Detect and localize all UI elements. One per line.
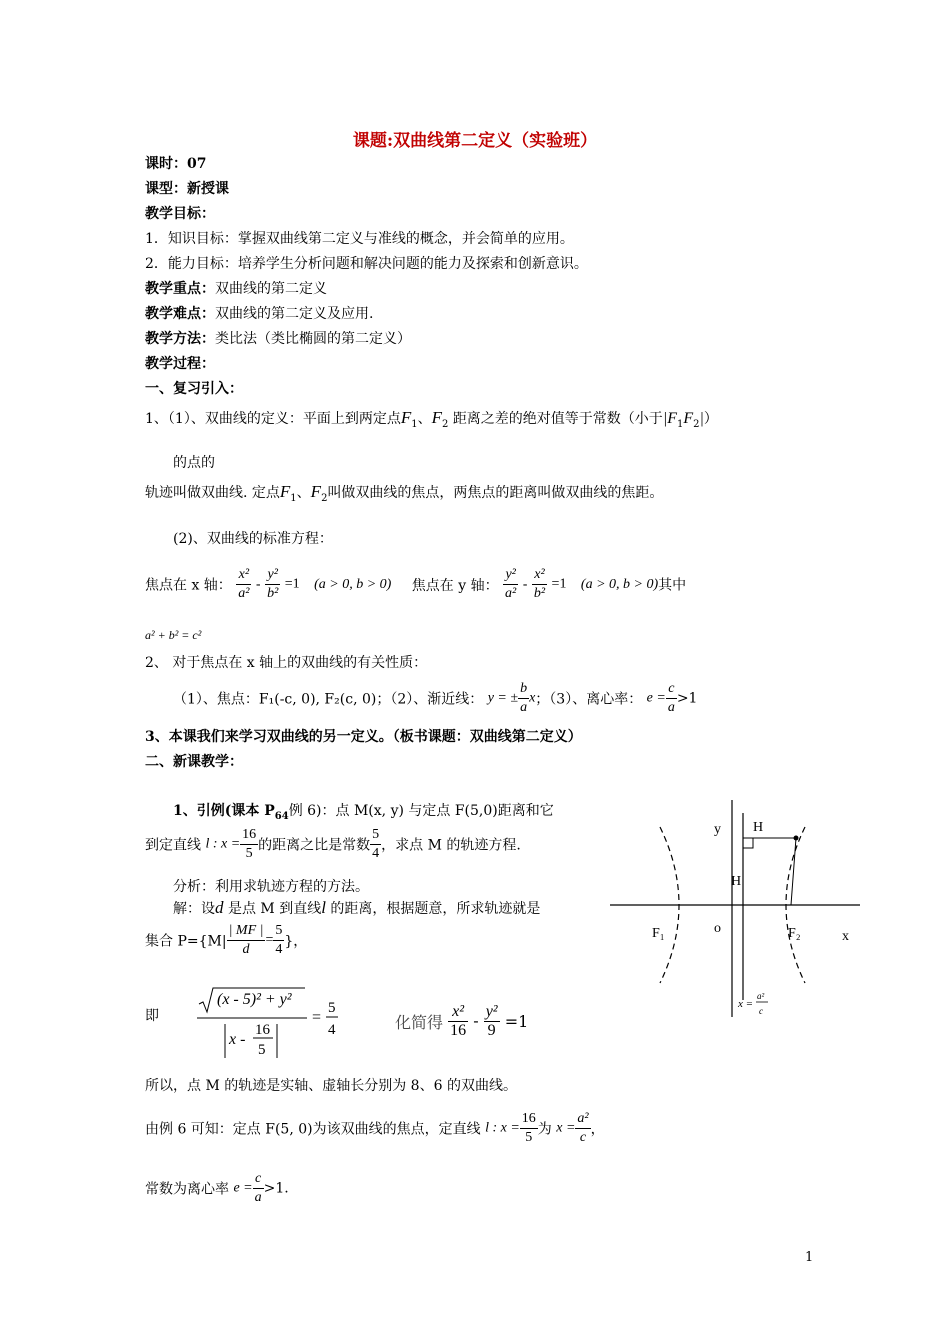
key-text: 双曲线的第二定义 bbox=[215, 281, 327, 297]
difficult-point bbox=[145, 303, 373, 323]
point-m bbox=[794, 836, 799, 841]
frac-b-a: $\frac{b}{a}$ bbox=[520, 681, 528, 715]
frac-5-4: $\frac{5}{4}$ bbox=[372, 827, 380, 861]
prop-text-b: ；（3）、离心率： bbox=[535, 691, 643, 708]
ex-sub: 64 bbox=[274, 810, 289, 822]
method bbox=[145, 328, 411, 348]
set-a: 集合 P={M| bbox=[145, 933, 227, 950]
focus-x-label: 焦点在 x 轴： bbox=[145, 577, 232, 594]
label-f2: F₂ bbox=[788, 926, 801, 941]
property-heading: 2、 对于焦点在 x 轴上的双曲线的有关性质： bbox=[145, 655, 428, 671]
right-angle-mark bbox=[743, 838, 753, 848]
svg-text:4: 4 bbox=[328, 1022, 336, 1038]
prop-text-c: >1 bbox=[676, 690, 698, 707]
page-number: 1 bbox=[805, 1250, 814, 1265]
frac-16-5b: $\frac{16}{5}$ bbox=[521, 1111, 536, 1145]
by-b: 为 bbox=[537, 1121, 552, 1138]
frac-y2-a2: $\frac{\text{y²}}{\text{a²}}$ bbox=[505, 567, 517, 601]
frac-mf-d: $\frac{| MF |}{d}$ bbox=[228, 923, 264, 957]
frac-16-5: $\frac{16}{5}$ bbox=[242, 827, 257, 861]
def-text-c: ） bbox=[703, 411, 718, 427]
svg-text:5: 5 bbox=[328, 1000, 336, 1016]
difficult-label: 教学难点： bbox=[145, 306, 215, 322]
svg-text:5: 5 bbox=[258, 1042, 266, 1058]
directrix-line: 到定直线 l : x = $\frac{16}{5}$ 的距离之比是常数 $\frac{5}{4}$ ，求点 M 的轨迹方程. bbox=[145, 827, 521, 861]
sol-c: 的距离，根据题意，所求轨迹就是 bbox=[330, 901, 541, 917]
period: 课时：07 bbox=[145, 156, 207, 172]
ex-a: 1、引例(课本 P bbox=[173, 803, 275, 819]
frac-x2-a2: $\frac{\text{x²}}{\text{a²}}$ bbox=[238, 567, 250, 601]
focus-text-b: 叫做双曲线的焦点，两焦点的距离叫做双曲线的焦距。 bbox=[327, 485, 664, 501]
label-x: x bbox=[842, 929, 849, 944]
frac-c-a-b: $\frac{c}{a}$ bbox=[254, 1171, 262, 1205]
hyperbola-figure bbox=[610, 795, 870, 1025]
among-text: 其中 bbox=[658, 577, 687, 594]
focus-y-label: 焦点在 y 轴： bbox=[411, 577, 499, 594]
relation: a² + b² = c² bbox=[145, 628, 202, 642]
label-directrix: x = bbox=[738, 998, 754, 1010]
frac-x2-16: $\frac{\text{x²}}{16}$ bbox=[450, 1003, 467, 1039]
simplified: 化简得 $\frac{\text{x²}}{16}$ - $\frac{\text{y²}}{9}$ =1 bbox=[395, 1003, 529, 1039]
frac-x2-b2: $\frac{\text{x²}}{\text{b²}}$ bbox=[533, 567, 546, 601]
frac-y2-9: $\frac{\text{y²}}{9}$ bbox=[485, 1003, 498, 1039]
by-a: 由例 6 可知：定点 F(5, 0)为该双曲线的焦点，定直线 bbox=[145, 1121, 481, 1138]
const-a: 常数为离心率 bbox=[145, 1181, 229, 1198]
properties-line: （1）、焦点：F₁(-c, 0), F₂(c, 0)；（2）、渐近线： y = ± $\frac{b}{a}$ x；（3）、离心率： e = $\frac{c}{a}$ >1 bbox=[173, 681, 698, 715]
def-cont: 的点的 bbox=[173, 455, 215, 471]
solution-line: 解：设d 是点 M 到直线l 的距离，根据题意，所求轨迹就是 bbox=[173, 898, 541, 917]
simplify-label: 化简得 bbox=[395, 1013, 444, 1032]
line2a: 到定直线 bbox=[145, 837, 201, 854]
sol-a: 解：设 bbox=[173, 901, 215, 917]
frac-5-4b: $\frac{5}{4}$ bbox=[275, 923, 283, 957]
goal-1: 1．知识目标：掌握双曲线第二定义与准线的概念，并会简单的应用。 bbox=[145, 231, 574, 247]
label-y: y bbox=[714, 822, 721, 837]
lesson-type: 课型：新授课 bbox=[145, 181, 229, 197]
svg-text:=: = bbox=[312, 1009, 322, 1026]
by-example-line: 由例 6 可知：定点 F(5, 0)为该双曲线的焦点，定直线 l : x = $\frac{16}{5}$ 为 x = $\frac{\text{a²}}{c}$ ， bbox=[145, 1111, 605, 1145]
new-heading: 二、新课教学： bbox=[145, 754, 243, 770]
svg-text:16: 16 bbox=[255, 1022, 270, 1038]
standard-eq-heading: (2)、双曲线的标准方程： bbox=[173, 531, 333, 547]
ex-b: 例 6)：点 M(x, y) 与定点 F(5,0)距离和它 bbox=[288, 803, 554, 819]
method-label: 教学方法： bbox=[145, 331, 215, 347]
frac-y2-b2: $\frac{\text{y²}}{\text{b²}}$ bbox=[267, 567, 279, 601]
by-c: ， bbox=[590, 1121, 605, 1138]
key-point bbox=[145, 278, 327, 298]
difficult-text: 双曲线的第二定义及应用. bbox=[215, 306, 374, 322]
page-title: 课题:双曲线第二定义（实验班） bbox=[352, 131, 598, 151]
ji-label: 即 bbox=[145, 1008, 159, 1024]
label-o: o bbox=[714, 921, 721, 936]
def-text-b: 距离之差的绝对值等于常数（小于 bbox=[452, 411, 663, 427]
definition-line: 1、（1）、双曲线的定义：平面上到两定点$F_1$、$F_2$ 距离之差的绝对值等于常数（小于$|F_1F_2|$） bbox=[145, 408, 718, 430]
label-f1: F₁ bbox=[652, 926, 665, 941]
const-b: >1. bbox=[263, 1180, 289, 1197]
mf-segment bbox=[791, 838, 796, 905]
analysis: 分析：利用求轨迹方程的方法。 bbox=[173, 879, 369, 895]
set-b: }， bbox=[284, 933, 308, 950]
prop-text-a: （1）、焦点：F₁(-c, 0), F₂(c, 0)；（2）、渐近线： bbox=[173, 691, 484, 708]
review-heading: 一、复习引入： bbox=[145, 381, 243, 397]
process-heading: 教学过程： bbox=[145, 356, 215, 372]
label-h1: H bbox=[753, 820, 764, 835]
frac-a2-c: $\frac{\text{a²}}{c}$ bbox=[577, 1111, 589, 1145]
key-label: 教学重点： bbox=[145, 281, 215, 297]
new-definition-note: 3、本课我们来学习双曲线的另一定义。（板书课题：双曲线第二定义） bbox=[145, 729, 582, 745]
cond-1: (a > 0, b > 0) bbox=[314, 576, 392, 592]
set-line: 集合 P={M| $\frac{| MF |}{d}$ = $\frac{5}{4}$ }， bbox=[145, 923, 308, 957]
line2b: 的距离之比是常数 bbox=[258, 837, 371, 854]
label-h2: H bbox=[731, 874, 742, 889]
standard-eq-line: 焦点在 x 轴： $\frac{\text{x²}}{\text{a²}}$ - $\frac{\text{y²}}{\text{b²}}$ =1 (a > 0, b > 0) 焦点在 y 轴： $\frac{\text{y²}}{\text{a²}}$ - $\frac{\text{x²}}{\text{b²}}$ =1 (a > 0, b > 0)其中 bbox=[145, 567, 687, 601]
focus-text-a: 轨迹叫做双曲线. 定点 bbox=[145, 485, 280, 501]
conclusion: 所以，点 M 的轨迹是实轴、虚轴长分别为 8、6 的双曲线。 bbox=[145, 1078, 517, 1094]
equation-sqrt bbox=[195, 982, 355, 1062]
def-text-a: 1、（1）、双曲线的定义：平面上到两定点 bbox=[145, 411, 401, 427]
line2c: ，求点 M 的轨迹方程. bbox=[381, 837, 521, 854]
sol-b: 是点 M 到直线 bbox=[227, 901, 322, 917]
goals-heading: 教学目标： bbox=[145, 206, 215, 222]
svg-text:a²: a² bbox=[757, 991, 765, 1001]
svg-text:c: c bbox=[759, 1006, 763, 1016]
cond-2: (a > 0, b > 0) bbox=[580, 576, 659, 592]
goal-2: 2．能力目标：培养学生分析问题和解决问题的能力及探索和创新意识。 bbox=[145, 256, 588, 272]
constant-line: 常数为离心率 e = $\frac{c}{a}$ >1. bbox=[145, 1171, 289, 1205]
focus-line: 轨迹叫做双曲线. 定点$F_1$、$F_2$叫做双曲线的焦点，两焦点的距离叫做双曲线的焦距。 bbox=[145, 482, 664, 504]
svg-text:(x - 5)² + y²: (x - 5)² + y² bbox=[217, 991, 292, 1008]
frac-c-a: $\frac{c}{a}$ bbox=[667, 681, 675, 715]
method-text: 类比法（类比椭圆的第二定义） bbox=[215, 331, 411, 347]
example-line bbox=[173, 800, 554, 822]
svg-text:x -: x - bbox=[229, 1031, 246, 1048]
